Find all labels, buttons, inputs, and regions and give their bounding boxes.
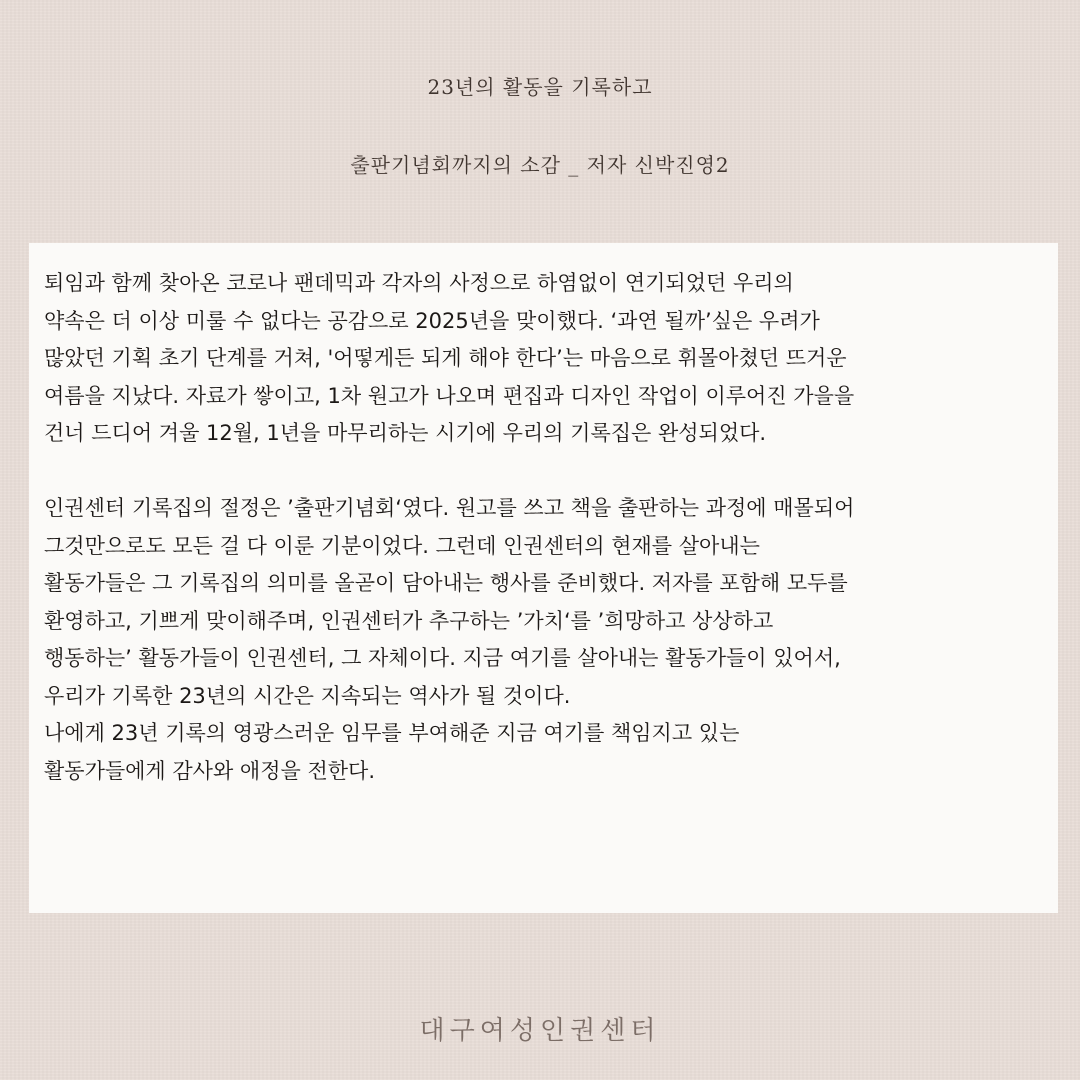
text-line: 많았던 기획 초기 단계를 거쳐, '어떻게든 되게 해야 한다’는 마음으로 휘몰아쳤던 뜨거운 xyxy=(44,346,847,370)
paragraph-2 xyxy=(44,490,1038,790)
paragraph-1 xyxy=(44,265,1038,453)
text-line: 건너 드디어 겨울 12월, 1년을 마무리하는 시기에 우리의 기록집은 완성되었다. xyxy=(44,421,767,445)
text-line: 퇴임과 함께 찾아온 코로나 팬데믹과 각자의 사정으로 하염없이 연기되었던 우리의 xyxy=(44,271,794,295)
text-line: 행동하는’ 활동가들이 인권센터, 그 자체이다. 지금 여기를 살아내는 활동가들이 있어서, xyxy=(44,646,841,670)
page-title xyxy=(0,48,1080,204)
paragraph-gap xyxy=(44,453,1038,491)
title-line-1: 23년의 활동을 기록하고 xyxy=(427,75,653,99)
text-line: 나에게 23년 기록의 영광스러운 임무를 부여해준 지금 여기를 책임지고 있는 xyxy=(44,721,740,745)
text-line: 인권센터 기록집의 절정은 ’출판기념회‘였다. 원고를 쓰고 책을 출판하는 과정에 매몰되어 xyxy=(44,496,855,520)
text-line: 활동가들은 그 기록집의 의미를 올곧이 담아내는 행사를 준비했다. 저자를 포함해 모두를 xyxy=(44,571,848,595)
text-line: 활동가들에게 감사와 애정을 전한다. xyxy=(44,758,375,783)
content-card xyxy=(29,243,1058,913)
text-line: 우리가 기록한 23년의 시간은 지속되는 역사가 될 것이다. xyxy=(44,683,571,708)
text-line: 환영하고, 기쁘게 맞이해주며, 인권센터가 추구하는 ’가치‘를 ’희망하고 상상하고 xyxy=(44,608,774,633)
text-line: 약속은 더 이상 미룰 수 없다는 공감으로 2025년을 맞이했다. ‘과연 될까’싶은 우려가 xyxy=(44,308,820,333)
text-line: 여름을 지났다. 자료가 쌓이고, 1차 원고가 나오며 편집과 디자인 작업이 이루어진 가을을 xyxy=(44,383,855,408)
text-line: 그것만으로도 모든 걸 다 이룬 기분이었다. 그런데 인권센터의 현재를 살아내는 xyxy=(44,533,760,558)
title-line-2: 출판기념회까지의 소감 _ 저자 신박진영2 xyxy=(350,153,730,177)
organization-name: 대구여성인권센터 xyxy=(419,1016,661,1046)
